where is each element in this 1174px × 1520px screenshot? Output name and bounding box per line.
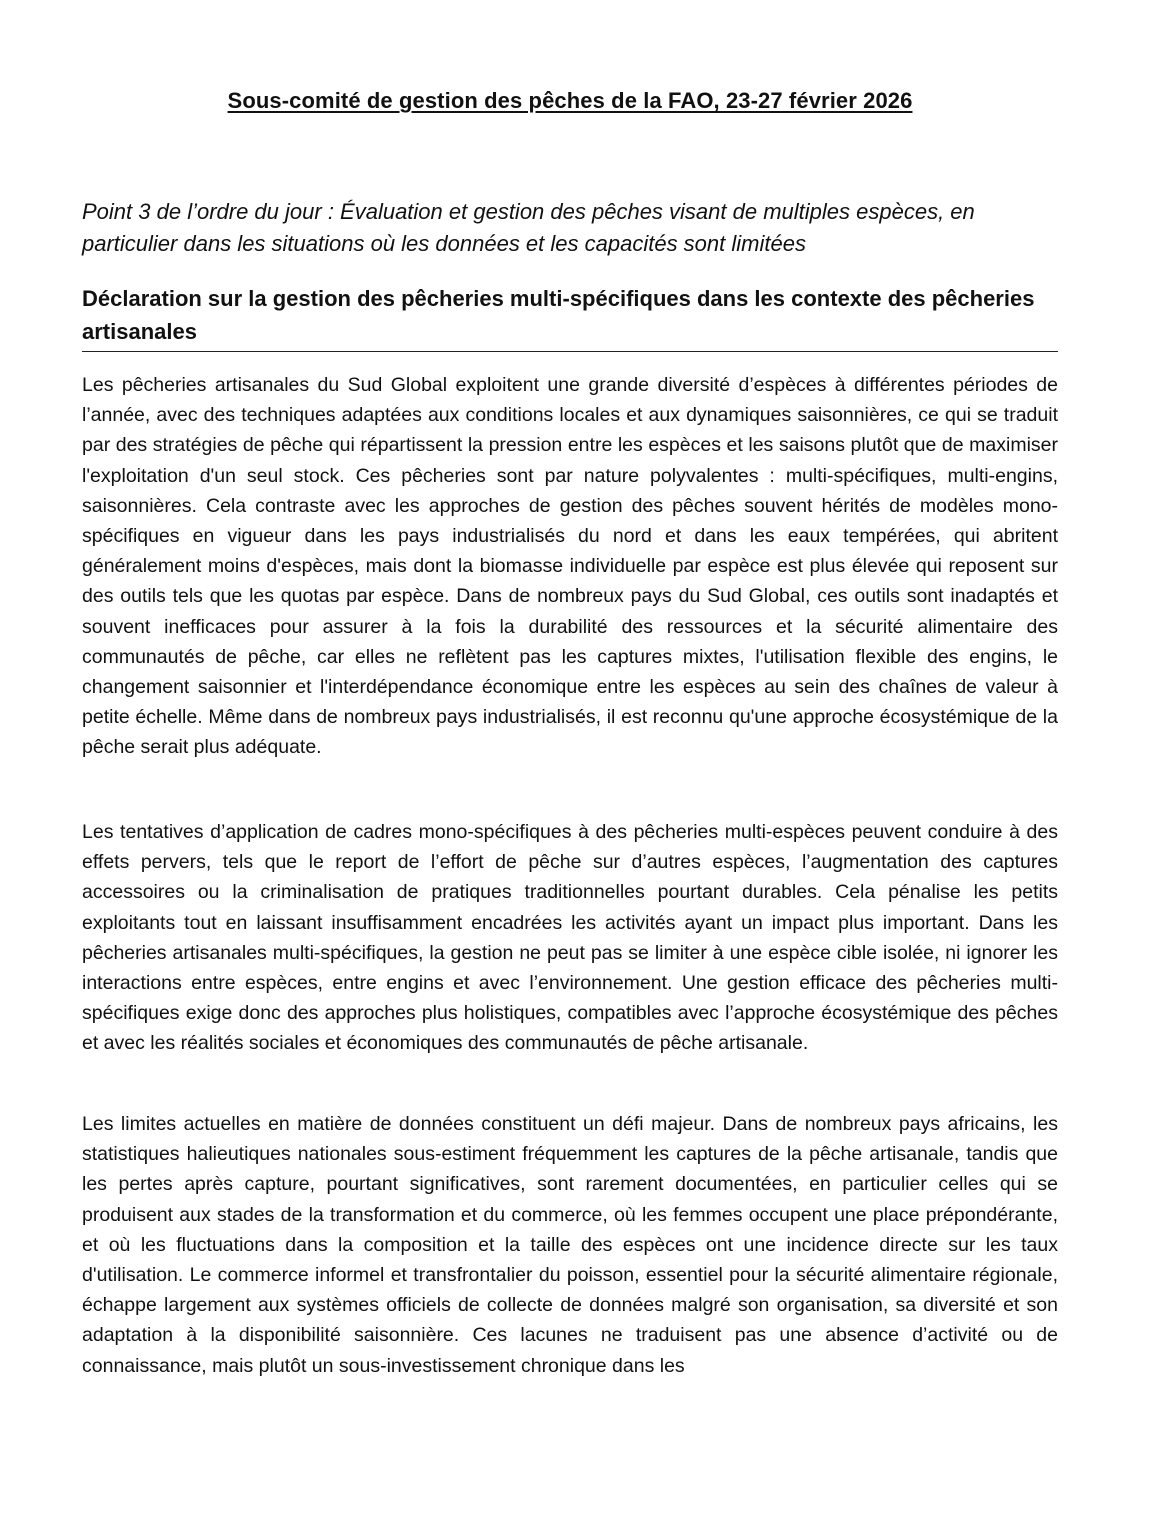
agenda-item: Point 3 de l’ordre du jour : Évaluation et gestion des pêches visant de multiples espèces, en particulier dans les situations où les données et les capacités sont limitées xyxy=(82,199,975,256)
body-paragraph: Les tentatives d’application de cadres mono-spécifiques à des pêcheries multi-espèces peuvent conduire à des effets pervers, tels que le report de l’effort de pêche sur d’autres espèces, l’augmentation des captures accessoires ou la criminalisation de pratiques traditionnelles pourtant durables. Cela pénalise les petits exploitants tout en laissant insuffisamment encadrées les activités ayant un impact plus important. Dans les pêcheries artisanales multi-spécifiques, la gestion ne peut pas se limiter à une espèce cible isolée, ni ignorer les interactions entre espèces, entre engins et avec l’environnement. Une gestion efficace des pêcheries multi-spécifiques exige donc des approches plus holistiques, compatibles avec l’approche écosystémique des pêches et avec les réalités sociales et économiques des communautés de pêche artisanale. xyxy=(82,821,1058,1055)
body-paragraph: Les limites actuelles en matière de données constituent un défi majeur. Dans de nombreux pays africains, les statistiques halieutiques nationales sous-estiment fréquemment les captures de la pêche artisanale, tandis que les pertes après capture, pourtant significatives, sont rarement documentées, en particulier celles qui se produisent aux stades de la transformation et du commerce, où les femmes occupent une place prépondérante, et où les fluctuations dans la composition et la taille des espèces ont une incidence directe sur les taux d'utilisation. Le commerce informel et transfrontalier du poisson, essentiel pour la sécurité alimentaire régionale, échappe largement aux systèmes officiels de collecte de données malgré son organisation, sa diversité et son adaptation à la disponibilité saisonnière. Ces lacunes ne traduisent pas une absence d’activité ou de connaissance, mais plutôt un sous-investissement chronique dans les xyxy=(82,1113,1058,1377)
document-title: Sous-comité de gestion des pêches de la FAO, 23-27 février 2026 xyxy=(227,88,913,113)
body-paragraph: Les pêcheries artisanales du Sud Global exploitent une grande diversité d’espèces à différentes périodes de l’année, avec des techniques adaptées aux conditions locales et aux dynamiques saisonnières, ce qui se traduit par des stratégies de pêche qui répartissent la pression entre les espèces et les saisons plutôt que de maximiser l'exploitation d'un seul stock. Ces pêcheries sont par nature polyvalentes : multi-spécifiques, multi-engins, saisonnières. Cela contraste avec les approches de gestion des pêches souvent hérités de modèles mono-spécifiques en vigueur dans les pays industrialisés du nord et dans les eaux tempérées, qui abritent généralement moins d'espèces, mais dont la biomasse individuelle par espèce est plus élevée qui reposent sur des outils tels que les quotas par espèce. Dans de nombreux pays du Sud Global, ces outils sont inadaptés et souvent inefficaces pour assurer à la fois la durabilité des ressources et la sécurité alimentaire des communautés de pêche, car elles ne reflètent pas les captures mixtes, l'utilisation flexible des engins, le changement saisonnier et l'interdépendance économique entre les espèces au sein des chaînes de valeur à petite échelle. Même dans de nombreux pays industrialisés, il est reconnu qu'une approche écosystémique de la pêche serait plus adéquate. xyxy=(82,374,1058,759)
title-divider xyxy=(82,351,1058,352)
statement-title: Déclaration sur la gestion des pêcheries multi-spécifiques dans les contexte des pêcheries artisanales xyxy=(82,286,1035,344)
